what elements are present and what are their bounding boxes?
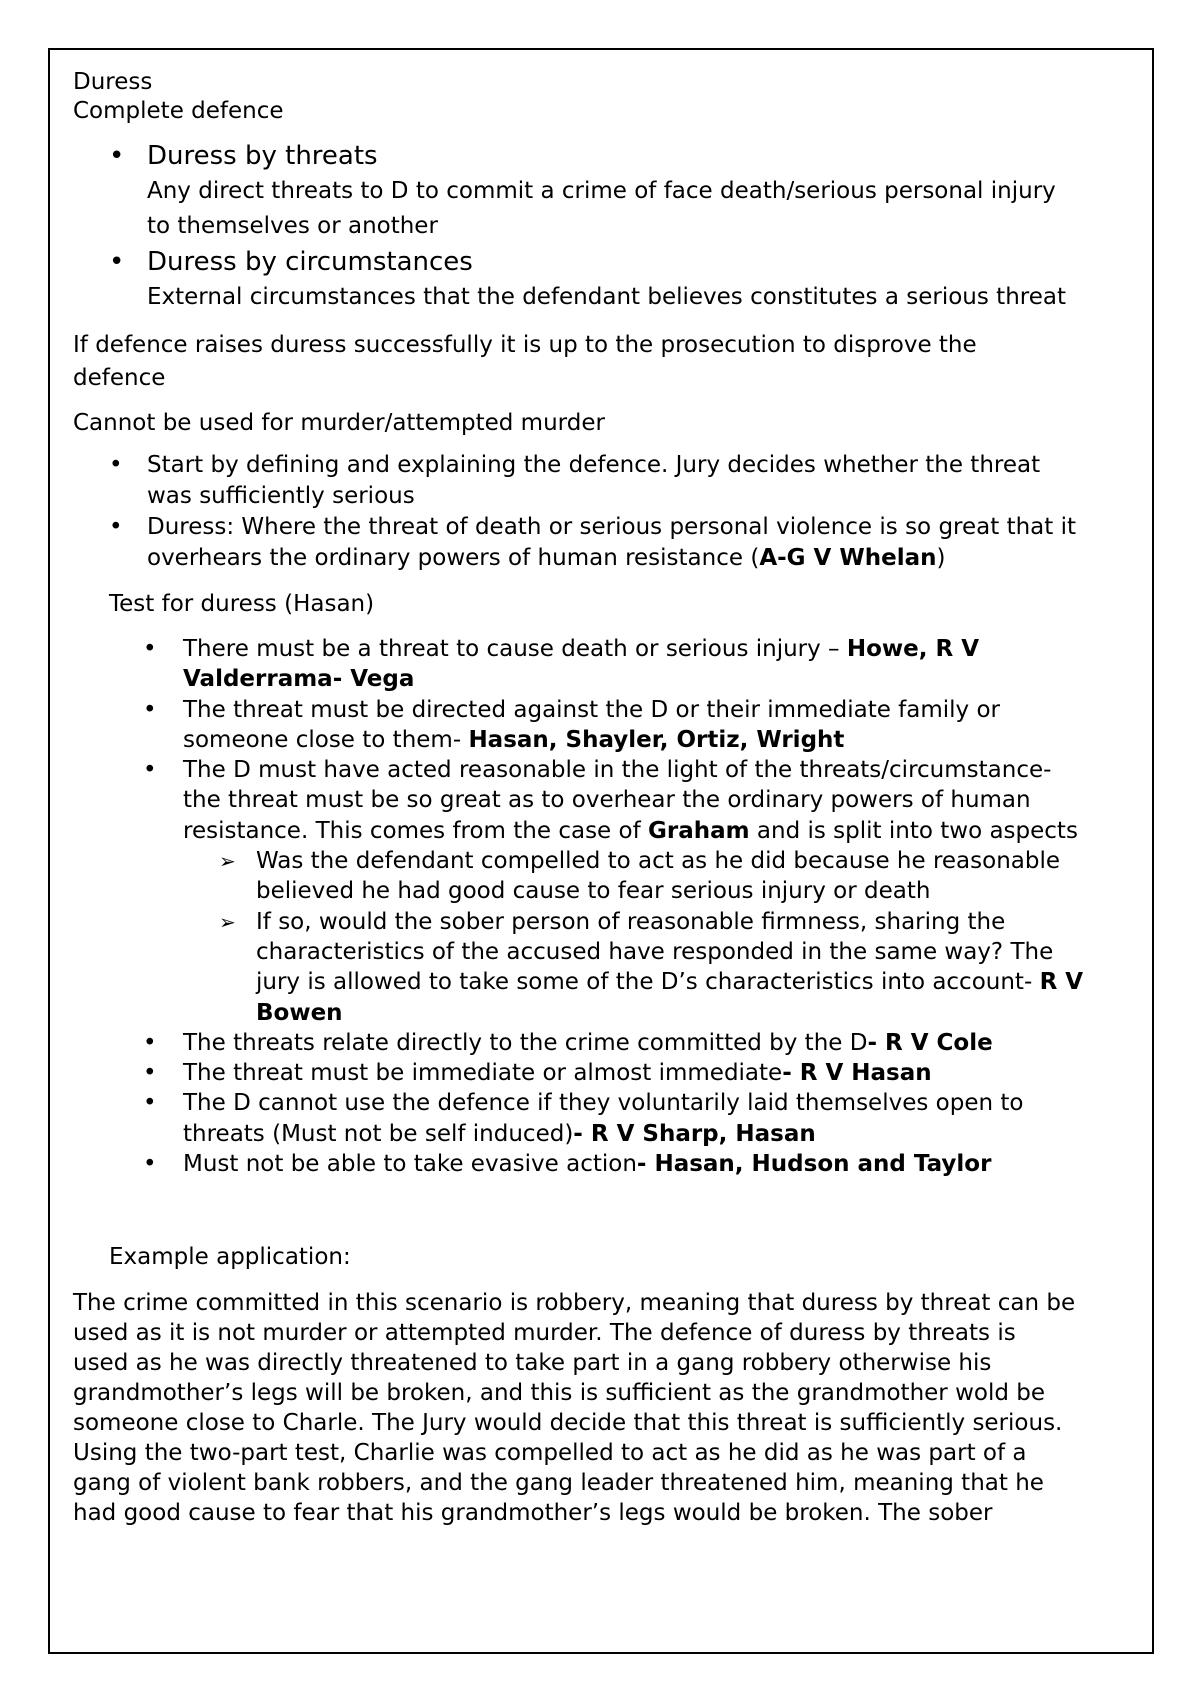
case-name: Bowen [256, 999, 343, 1026]
case-name: Graham [648, 817, 750, 844]
bullet-icon: • [143, 1029, 157, 1056]
bullet-icon: • [143, 1151, 157, 1178]
list-item: • Must not be able to take evasive action- Hasan, Hudson and Taylor [73, 1149, 1143, 1179]
bullet-icon: • [109, 247, 125, 277]
type-desc-line: Any direct threats to D to commit a crime of face death/serious personal injury [147, 178, 1056, 204]
type-desc-line: External circumstances that the defendant believes constitutes a serious threat [147, 284, 1066, 310]
arrow-bullet-icon: ➢ [219, 849, 236, 874]
case-name: - R V Hasan [782, 1060, 932, 1087]
doc-title: Duress [73, 69, 153, 95]
list-item [73, 138, 1143, 244]
type-desc-line: to themselves or another [147, 213, 438, 239]
case-name: - Hasan, Hudson and Taylor [636, 1151, 992, 1178]
type-name: Duress by threats [147, 141, 378, 171]
bullet-icon: • [109, 514, 123, 540]
paragraph-burden: If defence raises duress successfully it is up to the prosecution to disprove the defence [73, 332, 977, 391]
bullet-icon: • [143, 696, 157, 723]
doc-subtitle: Complete defence [73, 98, 284, 124]
case-name: Hasan, Shayler, Ortiz, Wright [468, 726, 845, 753]
paragraph-murder: Cannot be used for murder/attempted murder [73, 410, 605, 436]
definition-list [73, 450, 1143, 574]
example-paragraph: The crime committed in this scenario is robbery, meaning that duress by threat can be used as it is not murder or attempted murder. The defence of duress by threats is used as he was directly threatened to take part in a gang robbery otherwise his grandmother’s legs will be broken, and this is sufficient as the grandmother wold be someone close to Charle. The Jury would decide that this threat is sufficiently serious. Using the two-part test, Charlie was compelled to act as he did as he was part of a gang of violent bank robbers, and the gang leader threatened him, meaning that he had good cause to fear that his grandmother’s legs would be broken. The sober [73, 1290, 1076, 1527]
list-item: ➢ If so, would the sober person of reasonable firmness, sharing the characteristics of the accused have responded in the same way? The jury is allowed to take some of the D’s characteristics into account- R V Bowen [219, 908, 1084, 1026]
test-list-continued [73, 1028, 1143, 1179]
bullet-icon: • [143, 1090, 157, 1117]
bullet-icon: • [143, 636, 157, 662]
sub-test-list [73, 846, 1143, 1028]
list-item: • There must be a threat to cause death or serious injury – Howe, R V Valderrama- Vega [143, 636, 980, 693]
list-item: • The D must have acted reasonable in the light of the threats/circumstance- the threat must be so great as to overhear the ordinary powers of human resistance. This comes from the case of Graham and is split into two aspects [143, 757, 1078, 844]
list-item [73, 244, 1143, 315]
list-item: • The threat must be immediate or almost immediate- R V Hasan [73, 1058, 1143, 1088]
bullet-icon: • [109, 452, 123, 478]
list-item: • Duress: Where the threat of death or serious personal violence is so great that it overhears the ordinary powers of human resistance (A-G V Whelan) [109, 514, 1076, 571]
case-name: - R V Sharp, Hasan [573, 1120, 816, 1147]
example-heading: Example application: [109, 1244, 351, 1271]
bullet-icon: • [109, 141, 125, 171]
test-list [73, 634, 1143, 846]
case-name: A-G V Whelan [759, 545, 937, 571]
type-name: Duress by circumstances [147, 247, 473, 277]
case-name: Howe, R V [846, 636, 980, 662]
bullet-icon: • [143, 757, 157, 784]
duress-types-list [73, 138, 1143, 315]
document-body [73, 68, 1143, 1528]
case-name: R V [1039, 969, 1084, 996]
bullet-icon: • [143, 1060, 157, 1087]
arrow-bullet-icon: ➢ [219, 909, 236, 934]
list-item: • The D cannot use the defence if they voluntarily laid themselves open to threats (Must not be self induced)- R V Sharp, Hasan [143, 1090, 1024, 1147]
case-name: Valderrama- Vega [183, 666, 415, 693]
list-item: • The threats relate directly to the crime committed by the D- R V Cole [73, 1028, 1143, 1058]
test-heading: Test for duress (Hasan) [109, 591, 375, 617]
case-name: - R V Cole [867, 1029, 993, 1056]
list-item: • Start by defining and explaining the defence. Jury decides whether the threat was sufficiently serious [109, 452, 1041, 509]
list-item: • The threat must be directed against the D or their immediate family or someone close to them- Hasan, Shayler, Ortiz, Wright [143, 696, 1001, 753]
list-item: ➢ Was the defendant compelled to act as he did because he reasonable believed he had good cause to fear serious injury or death [219, 848, 1061, 905]
